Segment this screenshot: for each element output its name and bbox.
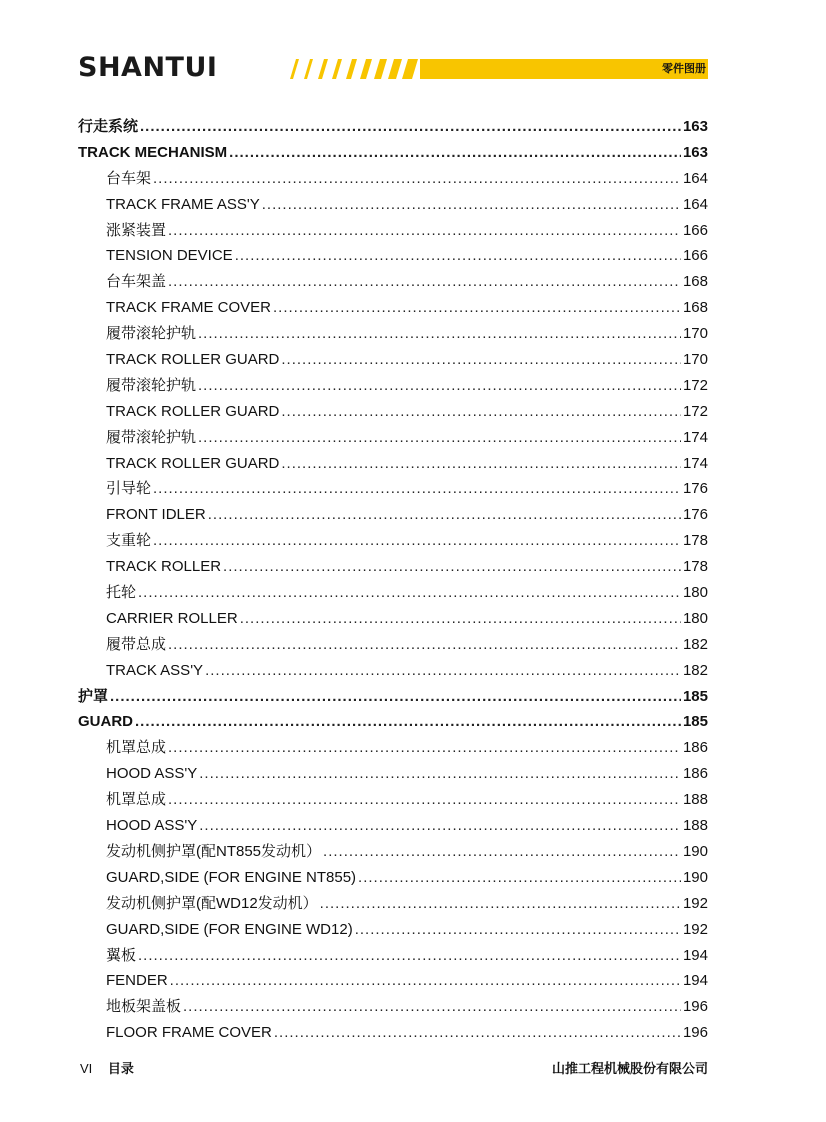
toc-entry[interactable] — [78, 502, 708, 528]
toc-entry-title: GUARD — [78, 713, 133, 731]
toc-entry[interactable] — [78, 735, 708, 761]
page-number: VI — [80, 1061, 93, 1076]
toc-leader-dots — [198, 321, 681, 347]
toc-entry-title: 履带总成 — [106, 635, 167, 653]
toc-leader-dots — [199, 761, 681, 787]
toc-entry[interactable] — [78, 399, 708, 425]
toc-leader-dots — [205, 658, 681, 684]
toc-entry-title: 台车架 — [106, 169, 152, 187]
toc-entry[interactable] — [78, 321, 708, 347]
toc-entry-title: GUARD,SIDE (FOR ENGINE WD12) — [106, 920, 353, 938]
toc-leader-dots — [168, 735, 681, 761]
toc-leader-dots — [199, 813, 681, 839]
toc-entry-title: TRACK ASS'Y — [106, 661, 204, 679]
toc-entry-title: TRACK ROLLER — [106, 558, 222, 576]
toc-entry-page: 192 — [682, 920, 708, 938]
toc-entry-title: TRACK MECHANISM — [78, 143, 228, 161]
toc-leader-dots — [153, 476, 681, 502]
toc-entry[interactable] — [78, 347, 708, 373]
toc-entry[interactable] — [78, 140, 708, 166]
toc-entry[interactable] — [78, 968, 708, 994]
toc-entry-title: 发动机侧护罩(配NT855发动机） — [106, 842, 322, 860]
toc-leader-dots — [273, 295, 681, 321]
toc-entry[interactable] — [78, 269, 708, 295]
toc-entry[interactable] — [78, 761, 708, 787]
toc-entry-title: 机罩总成 — [106, 739, 167, 757]
toc-leader-dots — [140, 114, 681, 140]
toc-leader-dots — [168, 269, 681, 295]
toc-leader-dots — [153, 528, 681, 554]
toc-entry[interactable] — [78, 1020, 708, 1046]
toc-entry[interactable] — [78, 218, 708, 244]
toc-entry-page: 170 — [682, 351, 708, 369]
toc-entry[interactable] — [78, 943, 708, 969]
toc-entry[interactable] — [78, 709, 708, 735]
toc-entry[interactable] — [78, 295, 708, 321]
toc-leader-dots — [183, 994, 681, 1020]
toc-entry-page: 190 — [682, 842, 708, 860]
toc-entry-page: 188 — [682, 817, 708, 835]
toc-entry-title: 引导轮 — [106, 480, 152, 498]
toc-entry-page: 182 — [682, 635, 708, 653]
toc-entry-title: 托轮 — [106, 584, 137, 602]
toc-leader-dots — [138, 580, 681, 606]
toc-leader-dots — [274, 1020, 681, 1046]
header-stripes — [282, 59, 432, 79]
toc-entry-page: 176 — [682, 480, 708, 498]
toc-entry[interactable] — [78, 891, 708, 917]
toc-entry-title: HOOD ASS'Y — [106, 765, 198, 783]
toc-entry-page: 196 — [682, 1024, 708, 1042]
toc-entry-title: FENDER — [106, 972, 168, 990]
toc-entry-title: FRONT IDLER — [106, 506, 206, 524]
company-name: 山推工程机械股份有限公司 — [551, 1061, 708, 1076]
toc-entry-page: 194 — [682, 946, 708, 964]
toc-entry-page: 188 — [682, 791, 708, 809]
toc-entry-page: 182 — [682, 661, 708, 679]
toc-leader-dots — [323, 839, 681, 865]
toc-leader-dots — [281, 347, 681, 373]
toc-entry-page: 163 — [682, 143, 708, 161]
toc-entry-title: 行走系统 — [78, 118, 139, 135]
toc-entry-page: 186 — [682, 739, 708, 757]
toc-entry-title: GUARD,SIDE (FOR ENGINE NT855) — [106, 868, 357, 886]
toc-entry-page: 186 — [682, 765, 708, 783]
toc-entry[interactable] — [78, 528, 708, 554]
toc-leader-dots — [198, 425, 681, 451]
toc-entry-title: 机罩总成 — [106, 791, 167, 809]
toc-entry-page: 164 — [682, 169, 708, 187]
toc-entry-title: 护罩 — [78, 687, 109, 705]
toc-entry-page: 194 — [682, 972, 708, 990]
toc-entry[interactable] — [78, 632, 708, 658]
toc-entry-title: TRACK ROLLER GUARD — [106, 454, 280, 472]
toc-entry-page: 168 — [682, 273, 708, 291]
toc-entry[interactable] — [78, 787, 708, 813]
toc-leader-dots — [153, 166, 681, 192]
toc-entry[interactable] — [78, 813, 708, 839]
toc-leader-dots — [358, 865, 681, 891]
toc-entry-title: 地板架盖板 — [106, 998, 182, 1016]
toc-leader-dots — [320, 891, 681, 917]
toc-entry-title: 履带滚轮护轨 — [106, 428, 197, 446]
toc-entry-page: 185 — [682, 687, 708, 705]
toc-leader-dots — [262, 192, 681, 218]
toc-entry-page: 192 — [682, 894, 708, 912]
toc-leader-dots — [168, 632, 681, 658]
toc-entry-title: TRACK ROLLER GUARD — [106, 351, 280, 369]
toc-entry-page: 178 — [682, 558, 708, 576]
toc-leader-dots — [135, 709, 681, 735]
toc-entry-page: 166 — [682, 221, 708, 239]
toc-entry[interactable] — [78, 994, 708, 1020]
toc-leader-dots — [235, 243, 681, 269]
toc-entry-title: 支重轮 — [106, 532, 152, 550]
toc-entry-page: 176 — [682, 506, 708, 524]
toc-leader-dots — [355, 917, 681, 943]
toc-entry-page: 180 — [682, 609, 708, 627]
toc-entry[interactable] — [78, 243, 708, 269]
toc-entry-page: 172 — [682, 402, 708, 420]
toc-entry-page: 168 — [682, 299, 708, 317]
toc-leader-dots — [168, 787, 681, 813]
toc-leader-dots — [281, 399, 681, 425]
toc-leader-dots — [138, 943, 681, 969]
table-of-contents — [78, 114, 708, 1046]
toc-entry[interactable] — [78, 192, 708, 218]
toc-entry[interactable] — [78, 166, 708, 192]
toc-leader-dots — [170, 968, 681, 994]
toc-leader-dots — [240, 606, 681, 632]
toc-entry-page: 166 — [682, 247, 708, 265]
toc-entry-page: 196 — [682, 998, 708, 1016]
toc-entry-page: 185 — [682, 713, 708, 731]
toc-entry-page: 190 — [682, 868, 708, 886]
toc-leader-dots — [198, 373, 681, 399]
catalog-label: 零件图册 — [662, 63, 706, 75]
toc-entry-title: HOOD ASS'Y — [106, 817, 198, 835]
toc-leader-dots — [168, 218, 681, 244]
toc-entry-title: TRACK FRAME COVER — [106, 299, 272, 317]
toc-entry[interactable] — [78, 373, 708, 399]
toc-leader-dots — [281, 451, 681, 477]
toc-entry[interactable] — [78, 476, 708, 502]
toc-entry-page: 164 — [682, 195, 708, 213]
toc-entry[interactable] — [78, 580, 708, 606]
toc-leader-dots — [229, 140, 681, 166]
toc-entry[interactable] — [78, 451, 708, 477]
toc-entry[interactable] — [78, 917, 708, 943]
toc-entry-page: 178 — [682, 532, 708, 550]
toc-entry-title: CARRIER ROLLER — [106, 609, 238, 627]
toc-entry[interactable] — [78, 684, 708, 710]
toc-entry-title: 翼板 — [106, 946, 137, 964]
toc-entry[interactable] — [78, 606, 708, 632]
toc-entry-page: 174 — [682, 428, 708, 446]
toc-leader-dots — [208, 502, 681, 528]
toc-entry-title: 履带滚轮护轨 — [106, 325, 197, 343]
toc-entry-title: 发动机侧护罩(配WD12发动机） — [106, 894, 318, 912]
toc-entry-title: 台车架盖 — [106, 273, 167, 291]
toc-entry[interactable] — [78, 425, 708, 451]
toc-entry[interactable] — [78, 114, 708, 140]
toc-entry-page: 174 — [682, 454, 708, 472]
toc-entry-page: 180 — [682, 584, 708, 602]
toc-entry-title: TRACK ROLLER GUARD — [106, 402, 280, 420]
footer-left — [80, 1058, 134, 1077]
toc-entry-page: 163 — [682, 118, 708, 135]
toc-leader-dots — [223, 554, 681, 580]
toc-entry-page: 170 — [682, 325, 708, 343]
toc-entry[interactable] — [78, 554, 708, 580]
brand-logo: SHANTUI — [78, 52, 218, 83]
toc-leader-dots — [110, 684, 681, 710]
toc-entry[interactable] — [78, 865, 708, 891]
toc-entry[interactable] — [78, 658, 708, 684]
toc-entry-title: FLOOR FRAME COVER — [106, 1024, 272, 1042]
toc-entry[interactable] — [78, 839, 708, 865]
toc-entry-title: TRACK FRAME ASS'Y — [106, 195, 260, 213]
toc-entry-title: 履带滚轮护轨 — [106, 376, 197, 394]
toc-entry-page: 172 — [682, 376, 708, 394]
toc-entry-title: 涨紧装置 — [106, 221, 167, 239]
toc-entry-title: TENSION DEVICE — [106, 247, 233, 265]
section-label: 目录 — [107, 1061, 134, 1076]
